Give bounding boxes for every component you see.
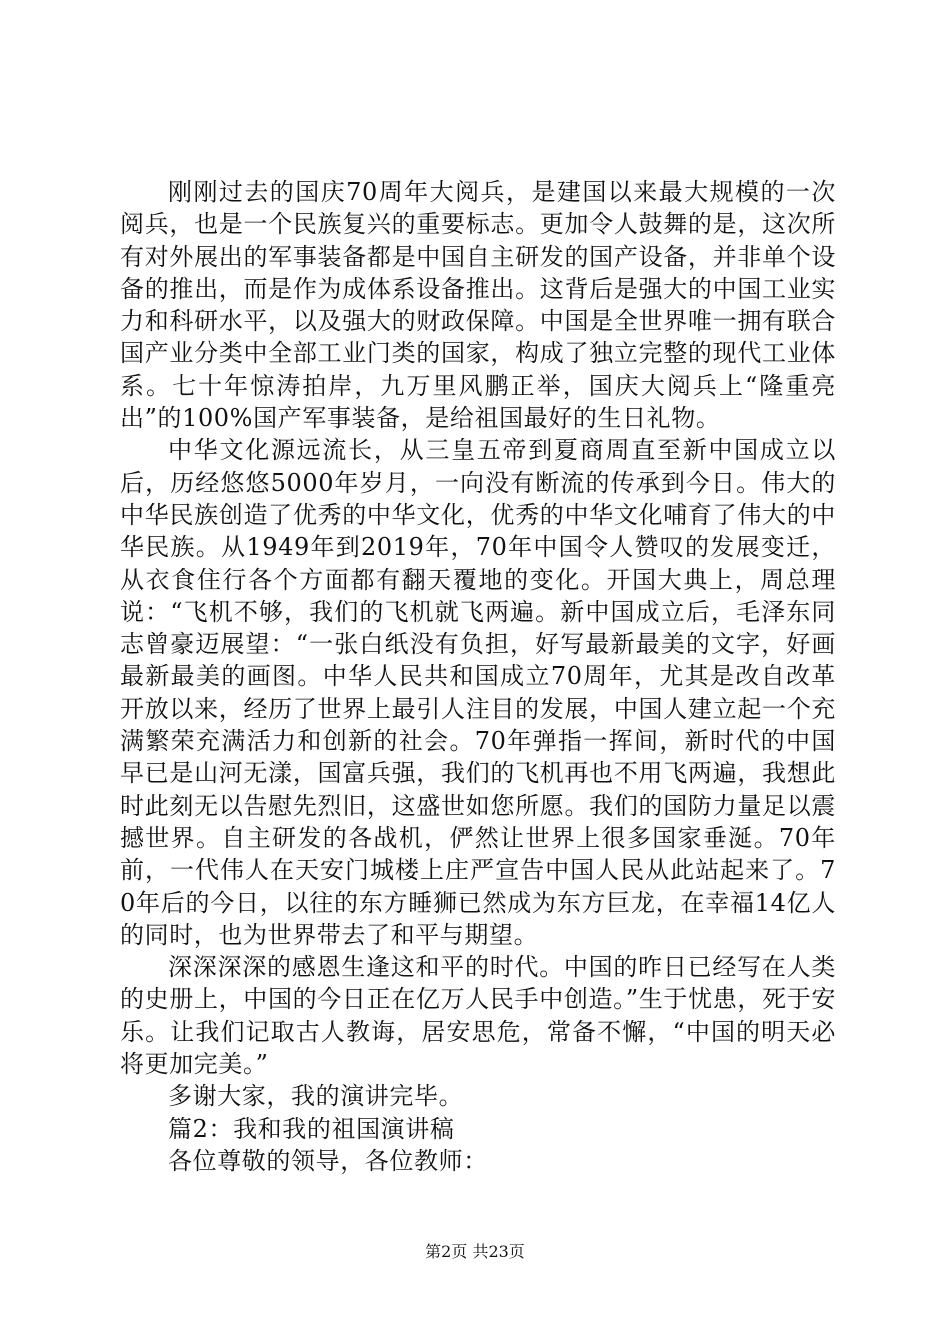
paragraph-parade: 刚刚过去的国庆70周年大阅兵，是建国以来最大规模的一次阅兵，也是一个民族复兴的重要标志。更加令人鼓舞的是，这次所有对外展出的军事装备都是中国自主研发的国产设备，并非单个设备的推出，而是作为成体系设备推出。这背后是强大的中国工业实力和科研水平，以及强大的财政保障。中国是全世界唯一拥有联合国产业分类中全部工业门类的国家，构成了独立完整的现代工业体系。七十年惊涛拍岸，九万里风鹏正举，国庆大阅兵上“隆重亮出”的100%国产军事装备，是给祖国最好的生日礼物。 xyxy=(120,178,836,433)
paragraph-greeting: 各位尊敬的领导，各位教师： xyxy=(168,1146,488,1175)
paragraph-gratitude: 深深深深的感恩生逢这和平的时代。中国的昨日已经写在人类的史册上，中国的今日正在亿万人民手中创造。”生于忧患，死于安乐。让我们记取古人教诲，居安思危，常备不懈，“中国的明天必将更加完美。” xyxy=(120,953,836,1079)
section-heading: 篇2：我和我的祖国演讲稿 xyxy=(168,1114,455,1143)
page-footer: 第2页 共23页 xyxy=(425,1242,525,1261)
paragraph-closing: 多谢大家，我的演讲完毕。 xyxy=(168,1082,464,1111)
paragraph-chinese-culture: 中华文化源远流长，从三皇五帝到夏商周直至新中国成立以后，历经悠悠5000年岁月，一向没有断流的传承到今日。伟大的中华民族创造了优秀的中华文化，优秀的中华文化哺育了伟大的中华民族。从1949年到2019年，70年中国令人赞叹的发展变迁，从衣食住行各个方面都有翻天覆地的变化。开国大典上，周总理说：“飞机不够，我们的飞机就飞两遍。新中国成立后，毛泽东同志曾豪迈展望：“一张白纸没有负担，好写最新最美的文字，好画最新最美的画图。中华人民共和国成立70周年，尤其是改自改革开放以来，经历了世界上最引人注目的发展，中国人建立起一个充满繁荣充满活力和创新的社会。70年弹指一挥间，新时代的中国早已是山河无漾，国富兵强，我们的飞机再也不用飞两遍，我想此时此刻无以告慰先烈旧，这盛世如您所愿。我们的国防力量足以震撼世界。自主研发的各战机，俨然让世界上很多国家垂涎。70年前，一代伟人在天安门城楼上庄严宣告中国人民从此站起来了。70年后的今日，以往的东方睡狮已然成为东方巨龙，在幸福14亿人的同时，也为世界带去了和平与期望。 xyxy=(120,436,836,949)
document-body xyxy=(120,176,836,1177)
